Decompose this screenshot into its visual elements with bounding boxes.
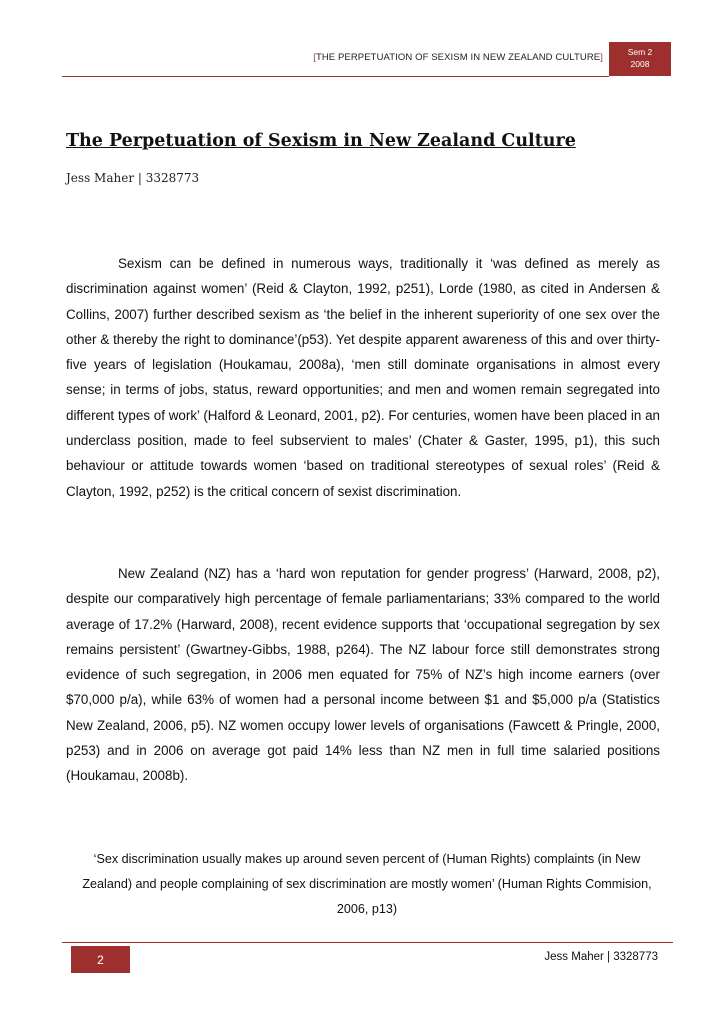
- author-line: Jess Maher | 3328773: [66, 171, 200, 185]
- footer-author: Jess Maher | 3328773: [544, 951, 658, 963]
- body-paragraph-2: New Zealand (NZ) has a ‘hard won reputation for gender progress’ (Harward, 2008, p2), despite our comparatively high percentage of female parliamentarians; 33% compared to the world average of 17.2% (Harward, 2008), recent evidence supports that ‘occupational segregation by sex remains persistent’ (Gwartney-Gibbs, 1988, p264). The NZ labour force still demonstrates strong evidence of such segregation, in 2006 men equated for 75% of NZ’s high income earners (over $70,000 p/a), while 63% of women had a personal income between $1 and $5,000 p/a (Statistics New Zealand, 2006, p5). NZ women occupy lower levels of organisations (Fawcett & Pringle, 2000, p253) and in 2006 on average got paid 14% less than NZ men in full time salaried positions (Houkamau, 2008b).: [66, 566, 660, 784]
- page-number: 2: [71, 946, 130, 973]
- header-divider: [62, 76, 609, 77]
- document-title: The Perpetuation of Sexism in New Zealand Culture: [66, 131, 576, 151]
- footer-divider: [62, 942, 673, 943]
- header-title-text: THE PERPETUATION OF SEXISM IN NEW ZEALAND CULTURE: [315, 52, 601, 63]
- block-quote: ‘Sex discrimination usually makes up around seven percent of (Human Rights) complaints (in New Zealand) and people complaining of sex discrimination are mostly women’ (Human Rights Commision, 2006, p13): [82, 852, 652, 916]
- header-title: [THE PERPETUATION OF SEXISM IN NEW ZEALAND CULTURE]: [313, 52, 603, 63]
- semester-year: 2008: [630, 59, 650, 69]
- semester-badge: [609, 42, 671, 76]
- semester-label: Sem 2: [627, 47, 653, 57]
- body-paragraph-1: Sexism can be defined in numerous ways, traditionally it ‘was defined as merely as discrimination against women’ (Reid & Clayton, 1992, p251), Lorde (1980, as cited in Andersen & Collins, 2007) further described sexism as ‘the belief in the inherent superiority of one sex over the other & thereby the right to dominance’(p53). Yet despite apparent awareness of this and over thirty-five years of legislation (Houkamau, 2008a), ‘men still dominate organisations in almost every sense; in terms of jobs, status, reward opportunities; and men and women remain segregated into different types of work’ (Halford & Leonard, 2001, p2). For centuries, women have been placed in an underclass position, made to feel subservient to males’ (Chater & Gaster, 1995, p1), this such behaviour or attitude towards women ‘based on traditional stereotypes of sexual roles’ (Reid & Clayton, 1992, p252) is the critical concern of sexist discrimination.: [66, 256, 660, 499]
